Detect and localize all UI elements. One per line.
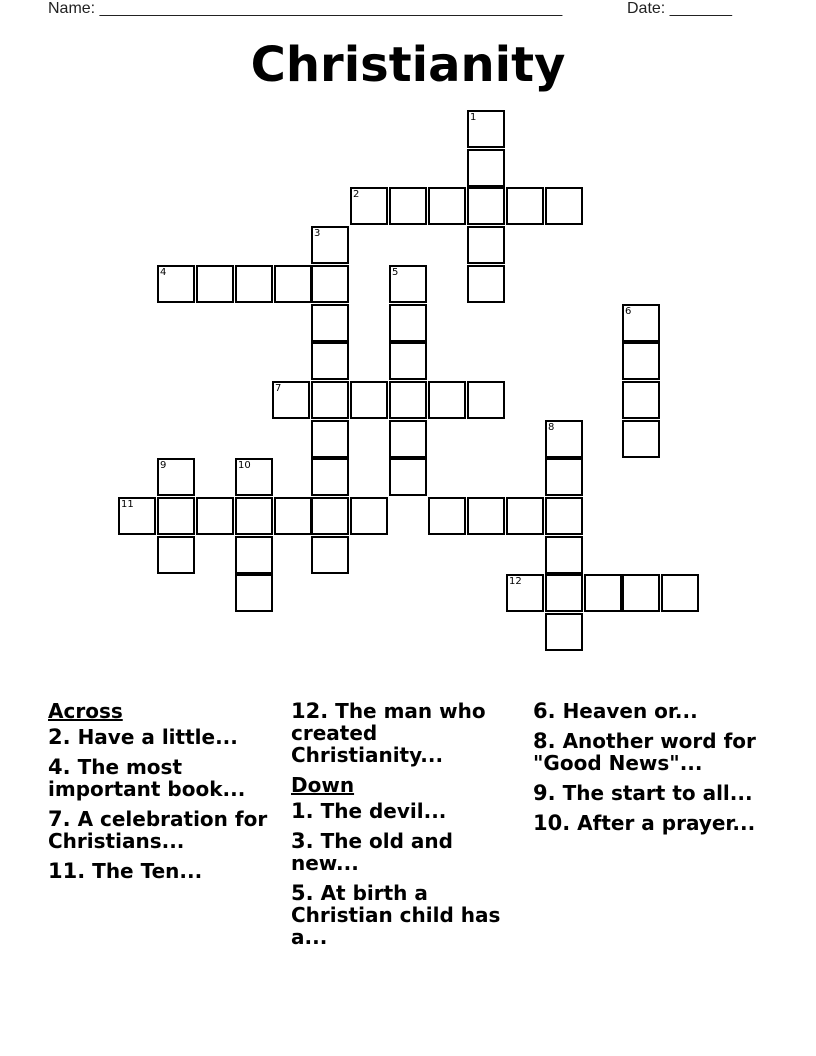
grid-cell[interactable] — [235, 574, 273, 612]
grid-cell[interactable] — [235, 458, 273, 496]
grid-cell[interactable] — [467, 149, 505, 187]
grid-cell[interactable] — [389, 187, 427, 225]
grid-cell[interactable] — [545, 574, 583, 612]
grid-cell[interactable] — [545, 458, 583, 496]
clue-across-12 — [291, 700, 525, 766]
grid-cell[interactable] — [467, 187, 505, 225]
grid-cell[interactable] — [274, 497, 312, 535]
grid-cell[interactable] — [389, 265, 427, 303]
clue-number: 9. — [533, 781, 556, 805]
grid-cell[interactable] — [389, 458, 427, 496]
grid-cell[interactable] — [274, 265, 312, 303]
grid-cell[interactable] — [350, 497, 388, 535]
grid-cell[interactable] — [311, 304, 349, 342]
grid-cell[interactable] — [157, 265, 195, 303]
grid-cell[interactable] — [428, 381, 466, 419]
grid-cell[interactable] — [235, 497, 273, 535]
clue-number: 10. — [533, 811, 571, 835]
grid-cell[interactable] — [545, 187, 583, 225]
grid-cell[interactable] — [235, 536, 273, 574]
grid-cell[interactable] — [235, 265, 273, 303]
across-heading: Across — [48, 699, 123, 723]
grid-cell[interactable] — [467, 226, 505, 264]
clue-down-6 — [533, 700, 767, 722]
grid-cell[interactable] — [545, 613, 583, 651]
grid-cell[interactable] — [622, 381, 660, 419]
grid-cell[interactable] — [584, 574, 622, 612]
clue-number: 3. — [291, 829, 314, 853]
grid-cell[interactable] — [311, 226, 349, 264]
clue-down-3 — [291, 830, 525, 874]
clue-down-9 — [533, 782, 767, 804]
grid-cell[interactable] — [506, 187, 544, 225]
grid-cell[interactable] — [157, 536, 195, 574]
clue-text: The Ten... — [92, 859, 203, 883]
grid-cell[interactable] — [545, 497, 583, 535]
clue-across-4 — [48, 756, 282, 800]
grid-cell[interactable] — [311, 458, 349, 496]
clue-number-label: 12 — [509, 576, 522, 587]
clue-text: Heaven or... — [562, 699, 698, 723]
clue-text: The start to all... — [562, 781, 753, 805]
down-heading: Down — [291, 773, 355, 797]
grid-cell[interactable] — [311, 536, 349, 574]
clue-number-label: 6 — [625, 306, 632, 317]
grid-cell[interactable] — [428, 187, 466, 225]
grid-cell[interactable] — [311, 497, 349, 535]
grid-cell[interactable] — [311, 420, 349, 458]
clue-number-label: 11 — [121, 499, 134, 510]
clue-number: 8. — [533, 729, 556, 753]
clue-number: 6. — [533, 699, 556, 723]
grid-cell[interactable] — [196, 497, 234, 535]
grid-cell[interactable] — [428, 497, 466, 535]
grid-cell[interactable] — [661, 574, 699, 612]
clue-text: A celebration for Christians... — [48, 807, 268, 853]
grid-cell[interactable] — [622, 342, 660, 380]
clue-down-8 — [533, 730, 767, 774]
grid-cell[interactable] — [389, 420, 427, 458]
clue-number-label: 5 — [392, 267, 399, 278]
grid-cell[interactable] — [389, 381, 427, 419]
grid-cell[interactable] — [467, 265, 505, 303]
clue-number: 2. — [48, 725, 71, 749]
clue-number: 4. — [48, 755, 71, 779]
grid-cell[interactable] — [311, 381, 349, 419]
name-field-label[interactable]: Name: ____________________________________________________ — [48, 0, 563, 17]
grid-cell[interactable] — [157, 458, 195, 496]
grid-cell[interactable] — [157, 497, 195, 535]
clue-number-label: 1 — [470, 112, 477, 123]
grid-cell[interactable] — [506, 497, 544, 535]
grid-cell[interactable] — [389, 304, 427, 342]
clue-text: After a prayer... — [577, 811, 756, 835]
grid-cell[interactable] — [311, 342, 349, 380]
clue-number: 12. — [291, 699, 329, 723]
grid-cell[interactable] — [196, 265, 234, 303]
grid-cell[interactable] — [622, 420, 660, 458]
clue-number-label: 8 — [548, 422, 555, 433]
grid-cell[interactable] — [272, 381, 310, 419]
clue-text: The devil... — [320, 799, 447, 823]
date-field-label[interactable]: Date: _______ — [627, 0, 732, 17]
grid-cell[interactable] — [506, 574, 544, 612]
clue-across-11 — [48, 860, 282, 882]
clues-column-3 — [533, 700, 767, 842]
clue-text: The old and new... — [291, 829, 453, 875]
clue-across-7 — [48, 808, 282, 852]
clue-across-2 — [48, 726, 282, 748]
clue-number: 5. — [291, 881, 314, 905]
clue-text: At birth a Christian child has a... — [291, 881, 501, 949]
clue-number: 1. — [291, 799, 314, 823]
grid-cell[interactable] — [350, 187, 388, 225]
grid-cell[interactable] — [545, 536, 583, 574]
clue-number-label: 7 — [275, 383, 282, 394]
clue-number-label: 9 — [160, 460, 167, 471]
clue-number-label: 2 — [353, 189, 360, 200]
clue-down-5 — [291, 882, 525, 948]
grid-cell[interactable] — [467, 110, 505, 148]
grid-cell[interactable] — [467, 497, 505, 535]
grid-cell[interactable] — [389, 342, 427, 380]
clues-column-2 — [291, 700, 525, 956]
grid-cell[interactable] — [622, 574, 660, 612]
clues-column-1 — [48, 700, 282, 890]
grid-cell[interactable] — [350, 381, 388, 419]
grid-cell[interactable] — [467, 381, 505, 419]
clue-text: The man who created Christianity... — [291, 699, 486, 767]
clue-text: The most important book... — [48, 755, 246, 801]
grid-cell[interactable] — [311, 265, 349, 303]
grid-cell[interactable] — [545, 420, 583, 458]
page-title: Christianity — [250, 37, 566, 93]
clue-number-label: 10 — [238, 460, 251, 471]
clue-number: 7. — [48, 807, 71, 831]
grid-cell[interactable] — [622, 304, 660, 342]
clue-down-10 — [533, 812, 767, 834]
grid-cell[interactable] — [118, 497, 156, 535]
clue-down-1 — [291, 800, 525, 822]
clue-number: 11. — [48, 859, 86, 883]
clue-number-label: 3 — [314, 228, 321, 239]
clue-text: Another word for "Good News"... — [533, 729, 756, 775]
clue-number-label: 4 — [160, 267, 167, 278]
clue-text: Have a little... — [77, 725, 238, 749]
